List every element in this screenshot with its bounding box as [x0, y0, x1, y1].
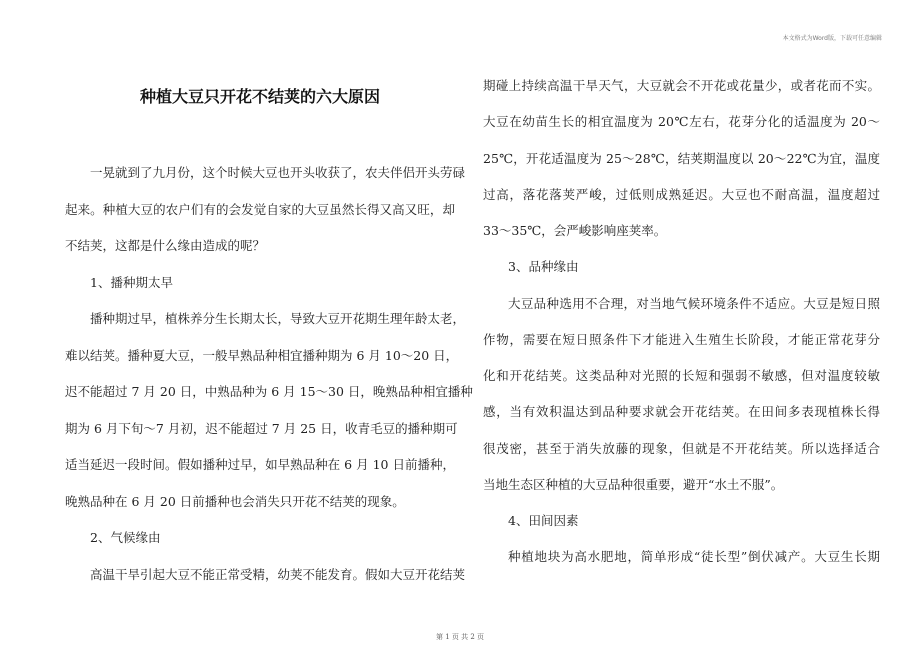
text-line: 播种期过早，植株养分生长期太长，导致大豆开花期生理年龄太老， [90, 311, 466, 326]
text-line: 迟不能超过 7 月 20 日，中熟品种为 6 月 15～30 日，晚熟品种相宜播种 [65, 384, 473, 399]
text-line: 适当延迟一段时间。假如播种过早，如早熟品种在 6 月 10 日前播种， [65, 457, 455, 472]
text-line: 过高，落花落荚严峻，过低则成熟延迟。大豆也不耐高温，温度超过 [483, 186, 880, 202]
section-heading: 4、田间因素 [508, 513, 579, 528]
text-line: 很茂密，甚至于消失放藤的现象，但就是不开花结荚。所以选择适合 [483, 440, 880, 456]
left-column [65, 155, 473, 593]
text-line: 难以结荚。播种夏大豆，一般早熟品种相宜播种期为 6 月 10～20 日， [65, 347, 459, 363]
text-line: 起来。种植大豆的农户们有的会发觉自家的大豆虽然长得又高又旺，却 [65, 201, 455, 217]
page-footer: 第 1 页 共 2 页 [435, 633, 485, 641]
text-line: 高温干旱引起大豆不能正常受精，幼荚不能发育。假如大豆开花结荚 [90, 566, 466, 582]
right-column [483, 68, 880, 576]
document-title: 种植大豆只开花不结荚的六大原因 [139, 87, 380, 106]
text-line: 种植地块为高水肥地，简单形成“徒长型”倒伏减产。大豆生长期 [508, 549, 880, 565]
section-heading: 2、气候缘由 [90, 530, 161, 545]
text-line: 不结荚，这都是什么缘由造成的呢？ [65, 238, 266, 253]
text-line: 33～35℃，会严峻影响座荚率。 [483, 223, 667, 238]
text-line: 一晃就到了九月份，这个时候大豆也开头收获了，农夫伴侣开头劳碌 [90, 165, 466, 180]
text-line: 25℃，开花适温度为 25～28℃，结荚期温度以 20～22℃为宜，温度 [483, 150, 880, 166]
text-line: 感，当有效积温达到品种要求就会开花结荚。在田间多表现植株长得 [483, 404, 880, 420]
text-line: 作物，需要在短日照条件下才能进入生殖生长阶段，才能正常花芽分 [483, 331, 880, 347]
section-heading: 1、播种期太早 [90, 274, 173, 290]
text-line: 当地生态区种植的大豆品种很重要，避开“水土不服”。 [483, 476, 784, 492]
text-line: 大豆在幼苗生长的相宜温度为 20℃左右，花芽分化的适温度为 20～ [483, 114, 880, 130]
text-line: 大豆品种选用不合理，对当地气候环境条件不适应。大豆是短日照 [508, 295, 880, 311]
text-line: 期为 6 月下旬～7 月初，迟不能超过 7 月 25 日，收青毛豆的播种期可 [65, 420, 458, 436]
section-heading: 3、品种缘由 [508, 259, 579, 275]
text-line: 期碰上持续高温干旱天气，大豆就会不开花或花量少，或者花而不实。 [483, 78, 880, 93]
text-line: 晚熟品种在 6 月 20 日前播种也会消失只开花不结荚的现象。 [65, 493, 405, 509]
header-note: 本文格式为Word版，下载可任意编辑 [782, 35, 882, 42]
text-line: 化和开花结荚。这类品种对光照的长短和强弱不敏感，但对温度较敏 [483, 368, 880, 383]
